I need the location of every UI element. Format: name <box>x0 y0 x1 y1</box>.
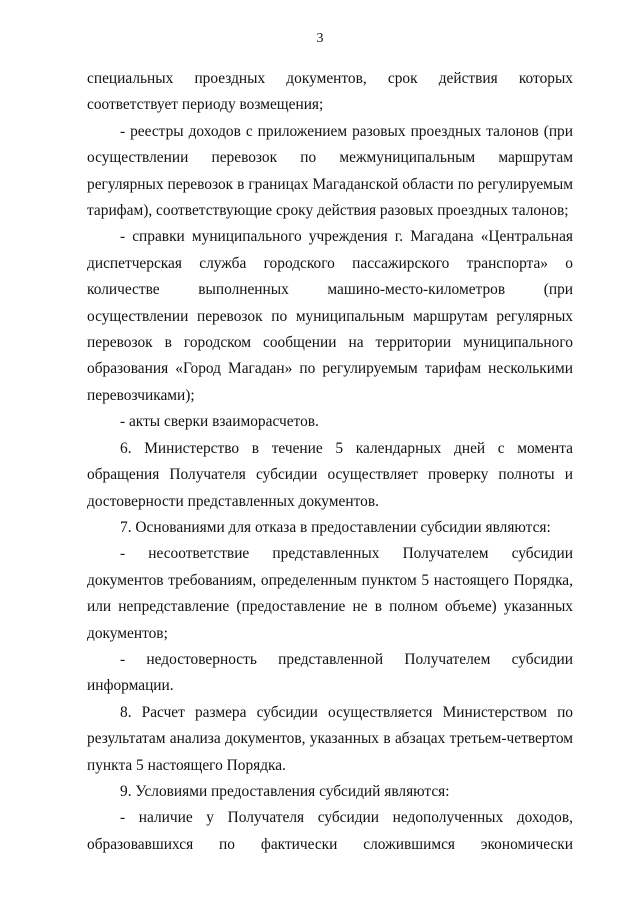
paragraph-refusal-unreliable: - недостоверность представленной Получателем субсидии информации. <box>87 650 573 695</box>
page-number: 3 <box>316 31 324 46</box>
paragraph-reconciliation-acts: - акты сверки взаиморасчетов. <box>120 413 319 431</box>
document-body <box>87 66 573 858</box>
paragraph-clause-9: 9. Условиями предоставления субсидий являются: <box>120 782 450 800</box>
paragraph-clause-6: 6. Министерство в течение 5 календарных дней с момента обращения Получателя субсидии осуществляет проверку полноты и достоверности представленных документов. <box>87 439 573 510</box>
paragraph-dispatch-certificates: - справки муниципального учреждения г. Магадана «Центральная диспетчерская служба городского пассажирского транспорта» о количестве выполненных машино-место-километров (при осуществлении перевозок по муниципальным маршрутам регулярных перевозок в городском сообщении на территории муниципального образования «Город Магадан» по регулируемым тарифам несколькими перевозчиками); <box>87 228 573 404</box>
paragraph-income-registers: - реестры доходов с приложением разовых проездных талонов (при осуществлении перевозок по межмуниципальным маршрутам регулярных перевозок в границах Магаданской области по регулируемым тарифам), соответствующие сроку действия разовых проездных талонов; <box>87 122 573 220</box>
paragraph-refusal-mismatch: - несоответствие представленных Получателем субсидии документов требованиям, определенным пунктом 5 настоящего Порядка, или непредставление (предоставление не в полном объеме) указанных документов; <box>87 545 573 642</box>
paragraph-clause-8: 8. Расчет размера субсидии осуществляется Министерством по результатам анализа документов, указанных в абзацах третьем-четвертом пункта 5 настоящего Порядка. <box>87 703 573 774</box>
paragraph-clause-7: 7. Основаниями для отказа в предоставлении субсидии являются: <box>120 518 551 536</box>
paragraph-payment-documents: специальных проездных документов, срок действия которых соответствует периоду возмещения; <box>87 70 573 114</box>
paragraph-condition-lost-income: - наличие у Получателя субсидии недополученных доходов, образовавшихся по фактически сложившимся экономически <box>87 809 573 853</box>
